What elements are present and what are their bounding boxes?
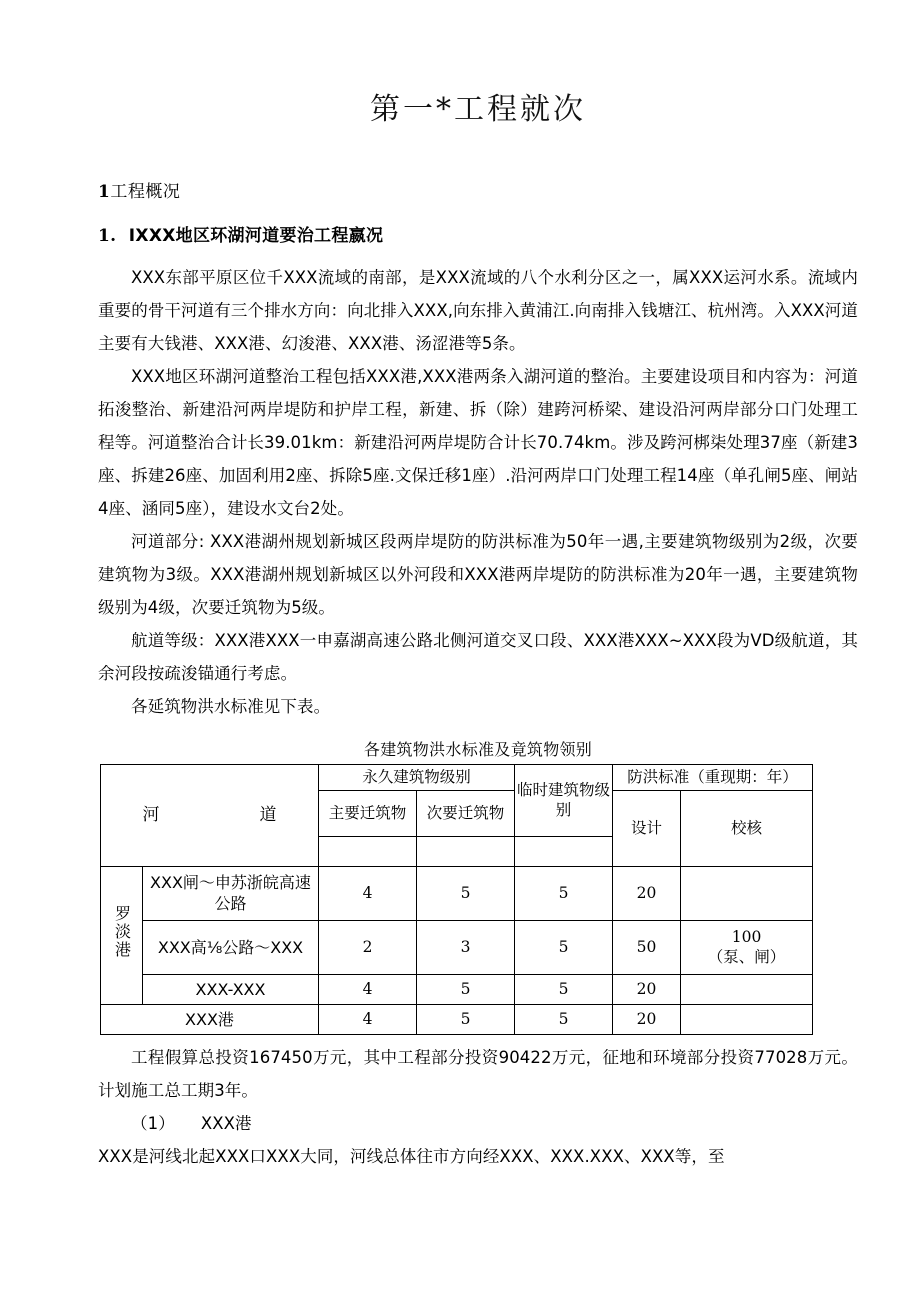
section-heading-text: 工程概况	[110, 182, 181, 202]
subsection-heading	[98, 224, 858, 250]
row-flood-check	[681, 974, 813, 1004]
row-permanent-secondary: 3	[417, 920, 515, 974]
header-temporary-spacer	[515, 836, 613, 866]
header-permanent-main-spacer	[319, 836, 417, 866]
row-permanent-main: 4	[319, 866, 417, 920]
paragraph-3: 河道部分: XXX港湖州规划新城区段两岸堤防的防洪标准为50年一遇,主要建筑物级别为2级，次要建筑物为3级。XXX港湖州规划新城区以外河段和XXX港两岸堤防的防洪标准为20年一遇，主要建筑物级别为4级，次要迁筑物为5级。	[98, 532, 858, 617]
table-header-row-1	[101, 765, 813, 791]
row-flood-design: 20	[613, 974, 681, 1004]
row-flood-check	[681, 920, 813, 974]
row-flood-design: 20	[613, 866, 681, 920]
body-paragraphs	[98, 261, 858, 723]
row-temporary: 5	[515, 974, 613, 1004]
page-content	[98, 0, 858, 1173]
row-flood-check-line1: 100	[731, 927, 762, 946]
table-row	[101, 974, 813, 1004]
row-temporary: 5	[515, 866, 613, 920]
row-permanent-main: 4	[319, 974, 417, 1004]
row-name: XXX港	[101, 1004, 319, 1034]
list-item	[98, 1107, 858, 1140]
paragraph-4: 航道等级：XXX港XXX一申嘉湖高速公路北侧河道交叉口段、XXX港XXX~XXX段为VD级航道，其余河段按疏浚锚通行考虑。	[98, 631, 858, 683]
row-flood-check-line2: （泵、闸）	[707, 948, 786, 967]
header-temporary: 临时建筑物级别	[515, 765, 613, 837]
flood-standard-table	[100, 764, 813, 1035]
paragraph-5: 各延筑物洪水标准见下表。	[131, 697, 331, 716]
section-heading	[98, 180, 858, 206]
row-group-label-text: 罗淡港	[112, 905, 132, 960]
row-name: XXX-XXX	[143, 974, 319, 1004]
row-permanent-main: 4	[319, 1004, 417, 1034]
row-flood-check	[681, 1004, 813, 1034]
header-permanent-secondary: 次要迁筑物	[417, 790, 515, 836]
header-flood-check: 校核	[681, 790, 813, 866]
header-permanent-secondary-spacer	[417, 836, 515, 866]
header-permanent-group: 永久建筑物级别	[319, 765, 515, 791]
row-flood-design: 20	[613, 1004, 681, 1034]
table-row	[101, 866, 813, 920]
row-permanent-secondary: 5	[417, 974, 515, 1004]
table-row	[101, 920, 813, 974]
row-permanent-secondary: 5	[417, 866, 515, 920]
row-temporary: 5	[515, 1004, 613, 1034]
list-item-marker: （1）	[131, 1113, 175, 1133]
paragraph-2: XXX地区环湖河道整治工程包括XXX港,XXX港两条入湖河道的整治。主要建设项目和内容为：河道拓浚整治、新建沿河两岸堤防和护岸工程，新建、拆（除）建跨河桥梁、建设沿河两岸部分口门处理工程等。河道整治合计长39.01km：新建沿河两岸堤防合计长70.74km。涉及跨河梆柒处理37座（新建3座、拆建26座、加固利用2座、拆除5座.文保迁移1座）.沿河两岸口门处理工程14座（单孔闸5座、闸站4座、涵同5座），建设水文台2处。	[98, 367, 858, 518]
row-temporary: 5	[515, 920, 613, 974]
row-permanent-main: 2	[319, 920, 417, 974]
row-permanent-secondary: 5	[417, 1004, 515, 1034]
row-name: XXX高⅛公路〜XXX	[143, 920, 319, 974]
table-row	[101, 1004, 813, 1034]
section-heading-number: 1	[98, 182, 111, 202]
table-caption: 各建筑物洪水标准及竟筑物领别	[363, 740, 593, 759]
paragraph-1: XXX东部平原区位千XXX流域的南部，是XXX流域的八个水利分区之一，属XXX运河水系。流域内重要的骨干河道有三个排水方向：向北排入XXX,向东排入黄浦江.向南排入钱塘江、杭州湾。入XXX河道主要有大钱港、XXX港、幻浚港、XXX港、汤涩港等5条。	[98, 268, 858, 353]
row-flood-check	[681, 866, 813, 920]
header-flood-design: 设计	[613, 790, 681, 866]
paragraph-after-table: 工程假算总投资167450万元，其中工程部分投资90422万元，征地和环境部分投资77028万元。计划施工总工期3年。	[98, 1047, 858, 1100]
header-flood-group: 防洪标准（重现期：年）	[613, 765, 813, 791]
page-title: 第一*工程就次	[370, 92, 586, 127]
subsection-heading-text: IXXX地区环湖河道要治工程嬴况	[128, 225, 384, 246]
header-permanent-main: 主要迁筑物	[319, 790, 417, 836]
subsection-heading-number: 1.	[98, 225, 117, 246]
row-flood-design: 50	[613, 920, 681, 974]
paragraph-final: XXX是河线北起XXX口XXX大同，河线总体往市方向经XXX、XXX.XXX、XXX等，至	[98, 1146, 725, 1166]
row-name: XXX闸〜申苏浙皖高速公路	[143, 866, 319, 920]
header-riverway: 河 道	[101, 765, 319, 867]
list-item-text: XXX港	[200, 1113, 252, 1133]
row-group-label	[101, 866, 143, 1004]
